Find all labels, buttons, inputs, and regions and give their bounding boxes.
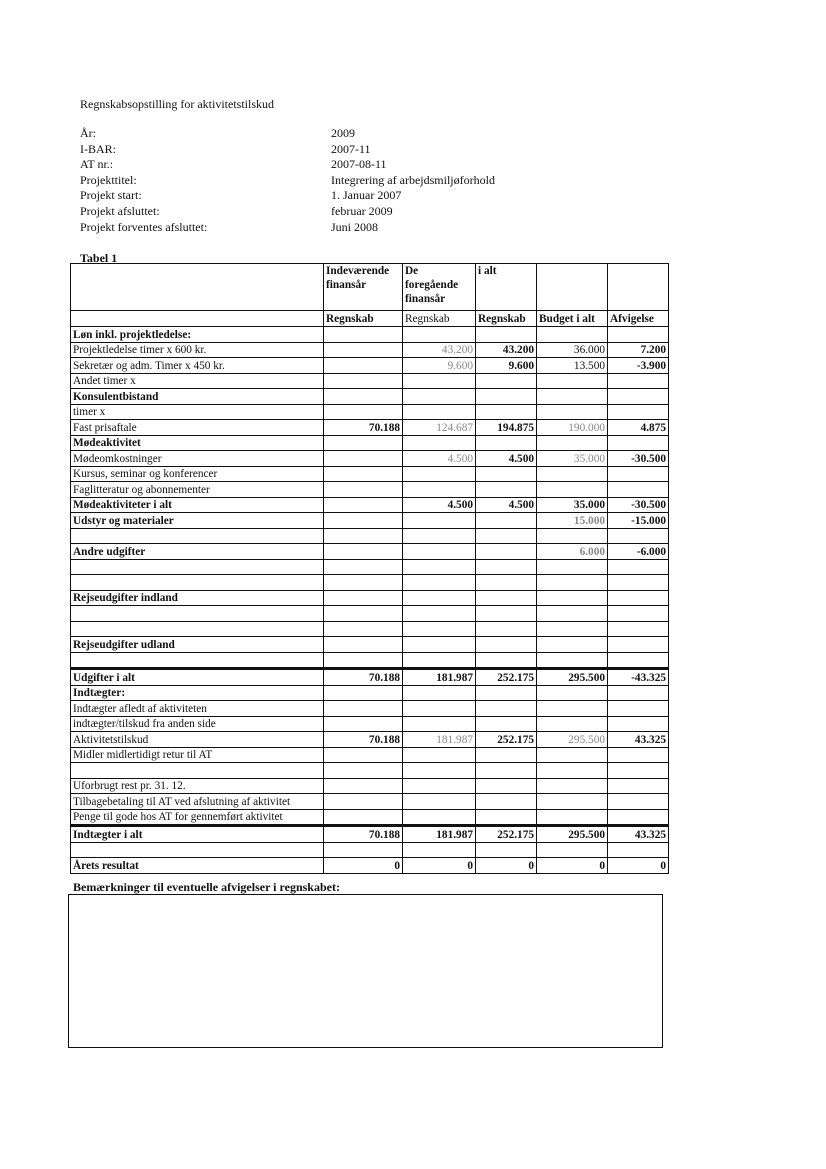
cell-budget: 295.500 <box>537 826 608 843</box>
info-row-project-expected-end <box>80 220 495 236</box>
cell-previous-years: 9.600 <box>403 358 476 374</box>
cell-total: 43.200 <box>476 342 537 358</box>
cell-budget <box>537 794 608 810</box>
cell-current-year <box>324 590 403 606</box>
cell-budget <box>537 809 608 826</box>
cell-previous-years <box>403 842 476 858</box>
cell-previous-years <box>403 763 476 779</box>
subheader-deviation: Afvigelse <box>608 311 669 327</box>
table-label: Tabel 1 <box>80 251 118 265</box>
table-row <box>71 342 669 358</box>
cell-budget: 295.500 <box>537 732 608 748</box>
table-row <box>71 327 669 343</box>
cell-previous-years <box>403 575 476 591</box>
cell-deviation <box>608 373 669 389</box>
cell-total <box>476 621 537 637</box>
cell-current-year <box>324 466 403 482</box>
cell-previous-years: 181.987 <box>403 669 476 686</box>
table-row <box>71 435 669 451</box>
cell-previous-years <box>403 435 476 451</box>
info-label: Projekttitel: <box>80 172 137 187</box>
table-row <box>71 763 669 779</box>
cell-budget <box>537 652 608 669</box>
row-label <box>71 763 324 779</box>
cell-deviation: -30.500 <box>608 451 669 467</box>
cell-budget <box>537 373 608 389</box>
cell-deviation <box>608 652 669 669</box>
cell-current-year <box>324 528 403 544</box>
cell-previous-years <box>403 809 476 826</box>
cell-current-year <box>324 513 403 529</box>
row-label: Aktivitetstilskud <box>71 732 324 748</box>
info-row-project-start <box>80 188 495 204</box>
cell-previous-years <box>403 327 476 343</box>
cell-budget: 35.000 <box>537 497 608 513</box>
row-label: Andet timer x <box>71 373 324 389</box>
table-row <box>71 389 669 405</box>
cell-deviation <box>608 716 669 732</box>
table-row <box>71 420 669 436</box>
cell-current-year <box>324 621 403 637</box>
cell-total <box>476 404 537 420</box>
cell-deviation: -30.500 <box>608 497 669 513</box>
cell-previous-years <box>403 482 476 498</box>
cell-budget: 15.000 <box>537 513 608 529</box>
cell-current-year <box>324 842 403 858</box>
row-label: Kursus, seminar og konferencer <box>71 466 324 482</box>
cell-budget <box>537 466 608 482</box>
cell-deviation <box>608 809 669 826</box>
cell-budget <box>537 701 608 717</box>
cell-total <box>476 701 537 717</box>
row-label: Udstyr og materialer <box>71 513 324 529</box>
row-label: Projektledelse timer x 600 kr. <box>71 342 324 358</box>
cell-total <box>476 513 537 529</box>
cell-total <box>476 435 537 451</box>
row-label <box>71 621 324 637</box>
table-row <box>71 590 669 606</box>
row-label: Andre udgifter <box>71 544 324 560</box>
table-row <box>71 497 669 513</box>
table-row <box>71 826 669 843</box>
cell-current-year <box>324 559 403 575</box>
cell-total: 194.875 <box>476 420 537 436</box>
cell-current-year <box>324 747 403 763</box>
cell-previous-years <box>403 716 476 732</box>
row-label <box>71 559 324 575</box>
cell-budget: 6.000 <box>537 544 608 560</box>
row-label <box>71 842 324 858</box>
cell-previous-years: 43.200 <box>403 342 476 358</box>
table-row <box>71 685 669 701</box>
cell-budget <box>537 482 608 498</box>
cell-current-year <box>324 701 403 717</box>
row-label <box>71 528 324 544</box>
cell-total <box>476 389 537 405</box>
row-label: Faglitteratur og abonnementer <box>71 482 324 498</box>
cell-budget <box>537 716 608 732</box>
header-blank <box>71 264 324 311</box>
table-row <box>71 652 669 669</box>
cell-previous-years <box>403 404 476 420</box>
cell-total <box>476 606 537 622</box>
cell-previous-years: 4.500 <box>403 451 476 467</box>
info-label: Projekt afsluttet: <box>80 203 160 218</box>
table-row <box>71 466 669 482</box>
table-row <box>71 559 669 575</box>
cell-deviation <box>608 575 669 591</box>
cell-deviation <box>608 466 669 482</box>
cell-budget <box>537 389 608 405</box>
cell-budget <box>537 327 608 343</box>
row-label: Årets resultat <box>71 858 324 874</box>
cell-deviation <box>608 701 669 717</box>
cell-current-year: 0 <box>324 858 403 874</box>
cell-previous-years: 4.500 <box>403 497 476 513</box>
table-row <box>71 701 669 717</box>
table-row <box>71 716 669 732</box>
cell-budget <box>537 778 608 794</box>
cell-current-year: 70.188 <box>324 420 403 436</box>
cell-previous-years <box>403 389 476 405</box>
row-label: Penge til gode hos AT for gennemført aktivitet <box>71 809 324 826</box>
cell-total: 252.175 <box>476 732 537 748</box>
info-label: Projekt forventes afsluttet: <box>80 219 208 234</box>
cell-deviation <box>608 528 669 544</box>
cell-total <box>476 528 537 544</box>
table-row <box>71 358 669 374</box>
row-label: Løn inkl. projektledelse: <box>71 327 324 343</box>
cell-previous-years <box>403 606 476 622</box>
cell-total: 0 <box>476 858 537 874</box>
table-row <box>71 373 669 389</box>
table-row <box>71 842 669 858</box>
cell-current-year <box>324 451 403 467</box>
row-label: timer x <box>71 404 324 420</box>
cell-total <box>476 373 537 389</box>
cell-deviation <box>608 404 669 420</box>
info-row-at-nr <box>80 157 495 173</box>
row-label: Sekretær og adm. Timer x 450 kr. <box>71 358 324 374</box>
cell-budget <box>537 621 608 637</box>
table-row <box>71 669 669 686</box>
cell-budget <box>537 842 608 858</box>
cell-budget <box>537 559 608 575</box>
cell-budget <box>537 685 608 701</box>
document-title: Regnskabsopstilling for aktivitetstilskud <box>80 97 274 111</box>
row-label: Uforbrugt rest pr. 31. 12. <box>71 778 324 794</box>
row-label <box>71 606 324 622</box>
cell-current-year: 70.188 <box>324 826 403 843</box>
cell-current-year <box>324 606 403 622</box>
row-label: Mødeaktiviteter i alt <box>71 497 324 513</box>
subheader-blank <box>71 311 324 327</box>
cell-budget: 0 <box>537 858 608 874</box>
cell-current-year <box>324 404 403 420</box>
cell-deviation: -15.000 <box>608 513 669 529</box>
cell-previous-years: 181.987 <box>403 826 476 843</box>
cell-deviation: 4.875 <box>608 420 669 436</box>
info-value: Integrering af arbejdsmiljøforhold <box>331 172 495 187</box>
cell-previous-years <box>403 590 476 606</box>
header-current-year: Indeværende finansår <box>324 264 403 311</box>
cell-current-year <box>324 794 403 810</box>
cell-deviation <box>608 778 669 794</box>
cell-budget: 190.000 <box>537 420 608 436</box>
cell-total <box>476 685 537 701</box>
cell-previous-years <box>403 747 476 763</box>
table-row <box>71 404 669 420</box>
cell-previous-years: 124.687 <box>403 420 476 436</box>
table-row <box>71 778 669 794</box>
cell-previous-years <box>403 466 476 482</box>
info-value: Juni 2008 <box>331 219 379 234</box>
info-label: År: <box>80 126 96 140</box>
cell-current-year <box>324 716 403 732</box>
cell-previous-years <box>403 373 476 389</box>
remarks-box[interactable] <box>68 894 663 1048</box>
cell-deviation: 43.325 <box>608 826 669 843</box>
row-label: Konsulentbistand <box>71 389 324 405</box>
cell-deviation: -3.900 <box>608 358 669 374</box>
cell-budget <box>537 590 608 606</box>
cell-current-year <box>324 435 403 451</box>
cell-previous-years <box>403 652 476 669</box>
cell-total: 9.600 <box>476 358 537 374</box>
cell-current-year: 70.188 <box>324 669 403 686</box>
table-row <box>71 528 669 544</box>
cell-current-year <box>324 685 403 701</box>
cell-deviation <box>608 747 669 763</box>
info-row-ibar <box>80 142 495 158</box>
table-row <box>71 732 669 748</box>
cell-budget: 35.000 <box>537 451 608 467</box>
cell-current-year <box>324 575 403 591</box>
cell-total <box>476 575 537 591</box>
cell-deviation <box>608 842 669 858</box>
cell-previous-years <box>403 778 476 794</box>
cell-current-year <box>324 778 403 794</box>
row-label: Tilbagebetaling til AT ved afslutning af aktivitet <box>71 794 324 810</box>
table-row <box>71 637 669 653</box>
cell-current-year <box>324 497 403 513</box>
row-label <box>71 652 324 669</box>
cell-deviation: 43.325 <box>608 732 669 748</box>
info-value: 2009 <box>331 126 355 140</box>
cell-previous-years: 0 <box>403 858 476 874</box>
info-value: februar 2009 <box>331 203 393 218</box>
cell-budget <box>537 606 608 622</box>
info-row-project-end <box>80 204 495 220</box>
cell-deviation <box>608 763 669 779</box>
subheader-accounts-previous: Regnskab <box>403 311 476 327</box>
info-label: I-BAR: <box>80 141 116 156</box>
cell-total: 4.500 <box>476 497 537 513</box>
table-subheader-row <box>71 311 669 327</box>
subheader-accounts-total: Regnskab <box>476 311 537 327</box>
cell-total: 252.175 <box>476 826 537 843</box>
row-label: Mødeaktivitet <box>71 435 324 451</box>
project-info <box>80 126 495 235</box>
row-label: Udgifter i alt <box>71 669 324 686</box>
row-label: Fast prisaftale <box>71 420 324 436</box>
header-blank <box>608 264 669 311</box>
cell-total <box>476 652 537 669</box>
cell-deviation: 0 <box>608 858 669 874</box>
cell-budget <box>537 763 608 779</box>
cell-total <box>476 778 537 794</box>
remarks-label: Bemærkninger til eventuelle afvigelser i regnskabet: <box>73 880 340 894</box>
cell-current-year <box>324 482 403 498</box>
cell-budget <box>537 435 608 451</box>
cell-total: 252.175 <box>476 669 537 686</box>
cell-deviation <box>608 482 669 498</box>
cell-total <box>476 842 537 858</box>
info-value: 2007-08-11 <box>331 157 387 172</box>
row-label: Indtægter afledt af aktiviteten <box>71 701 324 717</box>
cell-deviation <box>608 621 669 637</box>
cell-previous-years <box>403 701 476 717</box>
info-label: AT nr.: <box>80 157 114 172</box>
table-row <box>71 513 669 529</box>
header-total: i alt <box>476 264 537 311</box>
cell-deviation <box>608 327 669 343</box>
cell-current-year: 70.188 <box>324 732 403 748</box>
row-label: Mødeomkostninger <box>71 451 324 467</box>
row-label <box>71 575 324 591</box>
row-label: indtægter/tilskud fra anden side <box>71 716 324 732</box>
cell-budget: 36.000 <box>537 342 608 358</box>
cell-total <box>476 794 537 810</box>
cell-total <box>476 637 537 653</box>
cell-current-year <box>324 809 403 826</box>
info-label: Projekt start: <box>80 188 142 203</box>
cell-previous-years <box>403 513 476 529</box>
cell-total <box>476 482 537 498</box>
table-row <box>71 606 669 622</box>
table-row <box>71 482 669 498</box>
info-value: 2007-11 <box>331 141 371 156</box>
cell-total <box>476 327 537 343</box>
cell-budget <box>537 637 608 653</box>
cell-previous-years: 181.987 <box>403 732 476 748</box>
row-label: Indtægter i alt <box>71 826 324 843</box>
cell-deviation <box>608 794 669 810</box>
cell-current-year <box>324 389 403 405</box>
cell-budget <box>537 747 608 763</box>
financial-table <box>70 263 669 874</box>
cell-deviation <box>608 559 669 575</box>
cell-total <box>476 559 537 575</box>
cell-current-year <box>324 652 403 669</box>
header-blank <box>537 264 608 311</box>
table-row <box>71 747 669 763</box>
table-row <box>71 544 669 560</box>
row-label: Rejseudgifter udland <box>71 637 324 653</box>
cell-total <box>476 763 537 779</box>
row-label: Rejseudgifter indland <box>71 590 324 606</box>
cell-deviation: 7.200 <box>608 342 669 358</box>
cell-total <box>476 544 537 560</box>
info-row-project-title <box>80 173 495 189</box>
header-previous-years: De foregående finansår <box>403 264 476 311</box>
cell-deviation <box>608 637 669 653</box>
cell-current-year <box>324 544 403 560</box>
info-value: 1. Januar 2007 <box>331 188 402 203</box>
cell-current-year <box>324 327 403 343</box>
cell-deviation <box>608 685 669 701</box>
cell-current-year <box>324 763 403 779</box>
cell-previous-years <box>403 794 476 810</box>
cell-budget: 295.500 <box>537 669 608 686</box>
cell-previous-years <box>403 621 476 637</box>
cell-current-year <box>324 373 403 389</box>
cell-budget <box>537 575 608 591</box>
cell-deviation: -6.000 <box>608 544 669 560</box>
table-row <box>71 575 669 591</box>
cell-deviation <box>608 606 669 622</box>
cell-current-year <box>324 342 403 358</box>
table-header-row <box>71 264 669 311</box>
cell-total: 4.500 <box>476 451 537 467</box>
info-row-year <box>80 126 495 142</box>
cell-deviation: -43.325 <box>608 669 669 686</box>
cell-deviation <box>608 590 669 606</box>
cell-budget: 13.500 <box>537 358 608 374</box>
cell-total <box>476 809 537 826</box>
row-label: Indtægter: <box>71 685 324 701</box>
cell-total <box>476 716 537 732</box>
cell-total <box>476 590 537 606</box>
table-body <box>71 327 669 874</box>
cell-current-year <box>324 358 403 374</box>
table-row <box>71 809 669 826</box>
cell-deviation <box>608 389 669 405</box>
table-row <box>71 451 669 467</box>
cell-total <box>476 466 537 482</box>
cell-budget <box>537 528 608 544</box>
cell-budget <box>537 404 608 420</box>
row-label: Midler midlertidigt retur til AT <box>71 747 324 763</box>
cell-previous-years <box>403 637 476 653</box>
cell-previous-years <box>403 544 476 560</box>
table-row <box>71 621 669 637</box>
subheader-accounts-current: Regnskab <box>324 311 403 327</box>
cell-previous-years <box>403 559 476 575</box>
cell-previous-years <box>403 685 476 701</box>
cell-current-year <box>324 637 403 653</box>
subheader-budget-total: Budget i alt <box>537 311 608 327</box>
cell-previous-years <box>403 528 476 544</box>
table-row <box>71 858 669 874</box>
cell-total <box>476 747 537 763</box>
cell-deviation <box>608 435 669 451</box>
table-row <box>71 794 669 810</box>
